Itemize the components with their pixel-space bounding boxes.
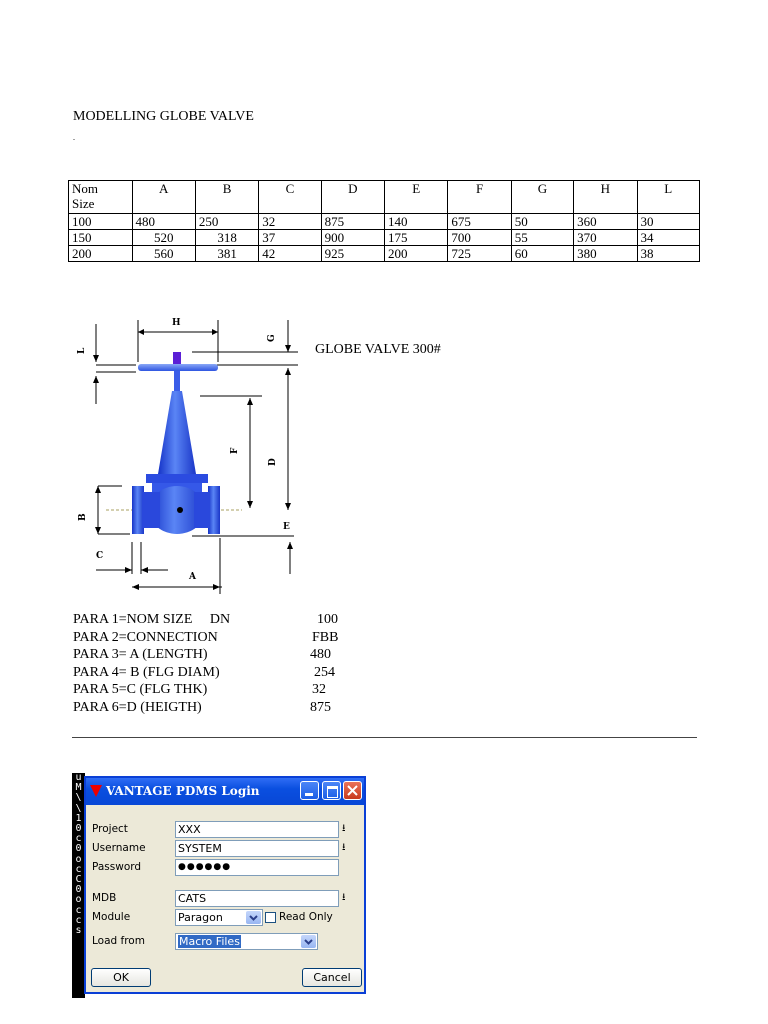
param-label: PARA 4= B (FLG DIAM) — [73, 664, 220, 680]
table-cell: 700 — [448, 230, 511, 246]
table-cell: 925 — [321, 246, 384, 262]
console-char: M — [75, 782, 82, 794]
table-cell: 140 — [385, 214, 448, 230]
horizontal-rule — [72, 737, 697, 738]
param-value: 32 — [312, 682, 326, 697]
dim-label-l: L — [77, 347, 87, 354]
dim-label-g: G — [267, 334, 277, 342]
chevron-down-icon — [301, 935, 316, 948]
console-char: o — [75, 894, 82, 906]
project-field[interactable]: XXX — [175, 821, 339, 838]
table-cell: 560 — [132, 246, 195, 262]
table-cell: 875 — [321, 214, 384, 230]
dim-label-e: E — [283, 522, 290, 532]
table-header-cell: G — [511, 181, 573, 214]
globe-valve-diagram — [72, 312, 302, 597]
table-cell: 30 — [637, 214, 699, 230]
table-header-cell: F — [448, 181, 511, 214]
table-cell: 150 — [69, 230, 133, 246]
maximize-icon — [327, 786, 338, 798]
mdb-download-icon[interactable]: ⭳ — [342, 892, 346, 903]
mdb-label: MDB — [92, 892, 117, 904]
table-cell: 200 — [69, 246, 133, 262]
module-dropdown-button[interactable] — [246, 911, 261, 924]
console-char: s — [75, 925, 82, 937]
load-from-label: Load from — [92, 935, 145, 947]
param-label: PARA 3= A (LENGTH) — [73, 647, 208, 662]
table-cell: 60 — [511, 246, 573, 262]
param-value: 100 — [317, 612, 338, 627]
table-cell: 32 — [259, 214, 321, 230]
close-icon — [344, 782, 361, 799]
console-char: c — [75, 863, 82, 875]
param-label: PARA 1=NOM SIZE DN — [73, 612, 231, 627]
table-header-cell: B — [195, 181, 258, 214]
table-header-row — [69, 181, 700, 214]
table-cell: 37 — [259, 230, 321, 246]
table-cell: 250 — [195, 214, 258, 230]
table-row — [69, 246, 700, 262]
console-char: c — [75, 914, 82, 926]
dimension-table — [68, 180, 700, 262]
dim-label-b: B — [78, 513, 88, 521]
param-value: FBB — [312, 629, 339, 645]
dialog-title: VANTAGE PDMS Login — [106, 784, 260, 798]
ok-button[interactable]: OK — [91, 968, 151, 987]
pdms-logo-icon — [90, 785, 102, 797]
param-label: PARA 2=CONNECTION — [73, 629, 218, 645]
console-char: c — [75, 833, 82, 845]
table-cell: 380 — [574, 246, 637, 262]
dim-label-f: F — [230, 447, 240, 454]
module-select[interactable] — [175, 909, 263, 926]
cancel-button[interactable]: Cancel — [302, 968, 362, 987]
module-value: Paragon — [178, 911, 223, 924]
dialog-titlebar[interactable] — [86, 778, 364, 805]
table-cell: 34 — [637, 230, 699, 246]
console-char: u — [75, 773, 82, 783]
table-cell: 100 — [69, 214, 133, 230]
table-cell: 38 — [637, 246, 699, 262]
console-char: 1 — [75, 812, 82, 824]
load-from-dropdown-button[interactable] — [301, 935, 316, 948]
stray-mark: . — [73, 133, 75, 142]
table-cell: 480 — [132, 214, 195, 230]
table-cell: 50 — [511, 214, 573, 230]
console-char: c — [75, 904, 82, 916]
table-header-cell: D — [321, 181, 384, 214]
table-cell: 360 — [574, 214, 637, 230]
username-download-icon[interactable]: ⭳ — [342, 842, 346, 853]
maximize-button[interactable] — [322, 781, 341, 800]
project-download-icon[interactable]: ⭳ — [342, 823, 346, 834]
table-cell: 318 — [195, 230, 258, 246]
password-field[interactable]: ●●●●●● — [175, 859, 339, 876]
password-label: Password — [92, 861, 142, 873]
console-char: C — [75, 874, 82, 886]
minimize-button[interactable] — [300, 781, 319, 800]
table-cell: 900 — [321, 230, 384, 246]
table-row — [69, 214, 700, 230]
username-field[interactable]: SYSTEM — [175, 840, 339, 857]
project-label: Project — [92, 823, 128, 835]
dim-label-h: H — [172, 318, 181, 328]
table-row — [69, 230, 700, 246]
dim-label-a: A — [189, 572, 196, 582]
param-label: PARA 5=C (FLG THK) — [73, 682, 208, 697]
table-cell: 42 — [259, 246, 321, 262]
param-label: PARA 6=D (HEIGTH) — [73, 699, 202, 715]
table-cell: 725 — [448, 246, 511, 262]
valve-caption: GLOBE VALVE 300# — [315, 342, 441, 357]
module-label: Module — [92, 911, 131, 923]
table-cell: 55 — [511, 230, 573, 246]
load-from-value: Macro Files — [179, 935, 240, 948]
console-char: 0 — [75, 823, 82, 835]
console-char: o — [75, 853, 82, 865]
page-title: MODELLING GLOBE VALVE — [73, 109, 254, 124]
load-from-select[interactable] — [175, 933, 318, 950]
dim-label-c: C — [96, 551, 104, 561]
username-label: Username — [92, 842, 146, 854]
table-header-cell: Nom Size — [69, 181, 133, 214]
dim-label-d: D — [268, 458, 278, 466]
param-value: 875 — [310, 699, 331, 715]
param-value: 254 — [314, 664, 335, 680]
table-cell: 370 — [574, 230, 637, 246]
table-cell: 381 — [195, 246, 258, 262]
table-header-cell: H — [574, 181, 637, 214]
minimize-icon — [305, 793, 313, 796]
table-cell: 520 — [132, 230, 195, 246]
valve-body — [132, 352, 220, 534]
table-header-cell: E — [385, 181, 448, 214]
read-only-label: Read Only — [279, 911, 333, 923]
table-header-cell: A — [132, 181, 195, 214]
table-header-cell: L — [637, 181, 699, 214]
close-button[interactable] — [343, 781, 362, 800]
table-cell: 175 — [385, 230, 448, 246]
table-cell: 675 — [448, 214, 511, 230]
console-char: \ — [75, 802, 82, 814]
param-value: 480 — [310, 647, 331, 662]
login-dialog — [84, 776, 366, 994]
read-only-checkbox[interactable] — [265, 912, 276, 923]
table-header-cell: C — [259, 181, 321, 214]
console-char: 0 — [75, 884, 82, 896]
console-char: \ — [75, 792, 82, 804]
console-char: 0 — [75, 843, 82, 855]
chevron-down-icon — [246, 911, 261, 924]
mdb-field[interactable]: CATS — [175, 890, 339, 907]
table-cell: 200 — [385, 246, 448, 262]
